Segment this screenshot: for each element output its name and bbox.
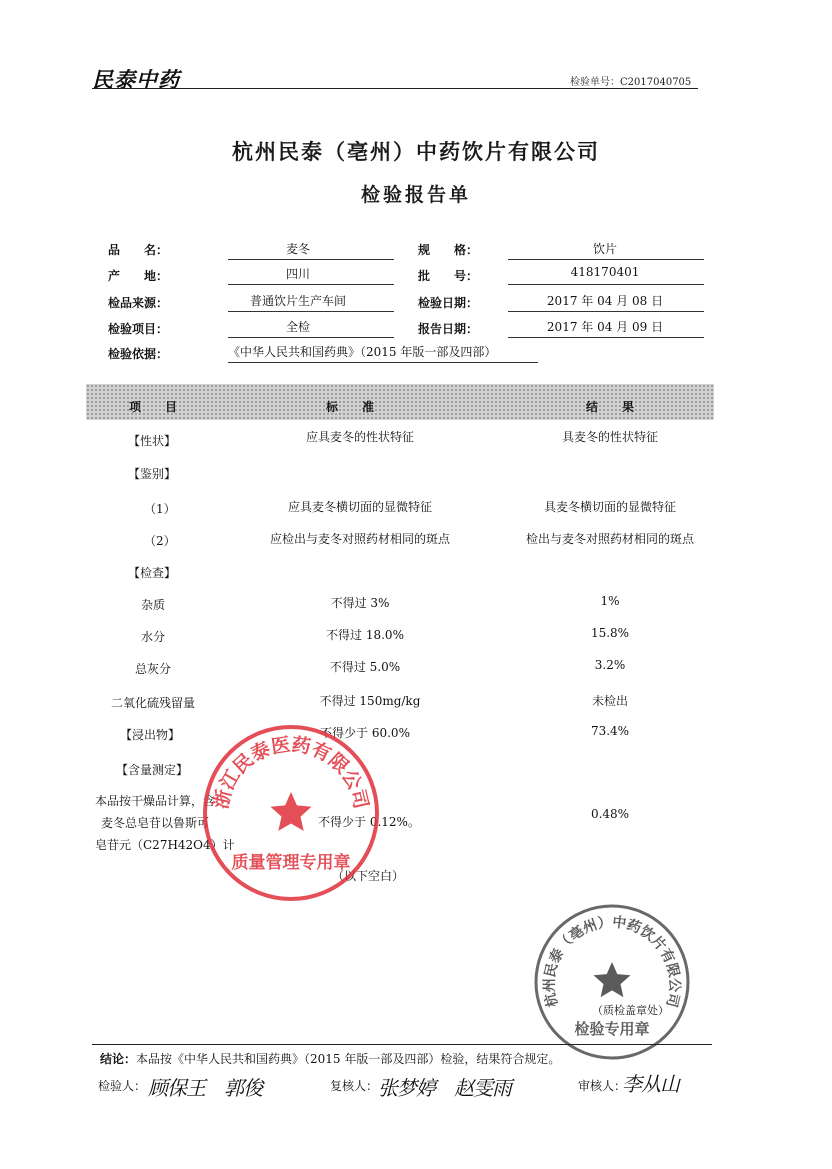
table-row-standard: 不得少于 60.0% <box>320 726 410 740</box>
table-row-result: 检出与麦冬对照药材相同的斑点 <box>525 532 694 546</box>
conclusion-text: 本品按《中华人民共和国药典》（2015 年版一部及四部）检验，结果符合规定。 <box>136 1052 561 1066</box>
star-icon <box>594 962 631 997</box>
table-row-standard: 不得过 5.0% <box>329 660 401 674</box>
company-name: 杭州民泰（亳州）中药饮片有限公司 <box>232 139 600 164</box>
table-row-item: 【含量测定】 <box>116 763 189 777</box>
report-number-value: C2017040705 <box>620 77 692 88</box>
table-row-result: 具麦冬横切面的显微特征 <box>543 500 676 514</box>
underline <box>228 284 394 285</box>
blank-note: （以下空白） <box>332 869 405 883</box>
star-icon <box>271 792 312 831</box>
table-row-result: 未检出 <box>591 694 628 708</box>
inspection-stamp <box>530 900 694 1064</box>
company-logo: 民泰中药 <box>92 67 180 92</box>
test-items-label: 检验项目： <box>108 322 169 336</box>
seal-note: （质检盖章处） <box>592 1004 669 1017</box>
assay-note-line: 麦冬总皂苷以鲁斯可 <box>101 816 210 830</box>
inspector-label: 检验人： <box>98 1079 147 1093</box>
origin-value: 四川 <box>285 267 310 281</box>
report-number-label: 检验单号： <box>570 77 620 88</box>
table-row-item: 【检查】 <box>128 566 177 580</box>
test-date-label: 检验日期： <box>418 296 479 310</box>
conclusion <box>100 1050 560 1067</box>
conclusion-divider <box>92 1044 712 1045</box>
assay-result: 0.48% <box>590 807 630 821</box>
quality-management-stamp <box>200 722 382 904</box>
column-header-result: 结 果 <box>585 400 634 414</box>
table-row-standard: 应检出与麦冬对照药材相同的斑点 <box>269 532 450 546</box>
origin-label: 产 地： <box>108 269 169 283</box>
column-header-standard: 标 准 <box>325 400 374 414</box>
table-row-standard: 不得过 18.0% <box>326 628 404 642</box>
underline <box>508 337 704 338</box>
table-row-standard: 应具麦冬横切面的显微特征 <box>287 500 432 514</box>
reviewer-signature: 张梦婷 赵雯雨 <box>378 1076 511 1100</box>
underline <box>508 311 704 312</box>
spec-value: 饮片 <box>592 242 617 256</box>
stamp-arc-text: 杭州民泰（亳州）中药饮片有限公司 <box>541 914 683 1009</box>
assay-note-line: 本品按干燥品计算，含 <box>95 794 216 808</box>
table-row-item: 【浸出物】 <box>120 728 181 742</box>
product-name-value: 麦冬 <box>285 242 310 256</box>
approver-label: 审核人： <box>578 1079 627 1093</box>
batch-value: 418170401 <box>570 265 640 279</box>
report-date-label: 报告日期： <box>418 322 479 336</box>
table-row-item: 水分 <box>140 630 165 644</box>
table-row-standard: 应具麦冬的性状特征 <box>305 430 414 444</box>
table-row-result: 73.4% <box>590 724 630 738</box>
report-number <box>570 73 691 88</box>
reviewer-label: 复核人： <box>330 1079 379 1093</box>
table-row-result: 15.8% <box>590 626 630 640</box>
assay-standard: 不得少于 0.12%。 <box>318 815 420 829</box>
sample-source-label: 检品来源： <box>108 296 169 310</box>
product-name-label: 品 名： <box>108 243 169 257</box>
table-row-item: 总灰分 <box>134 662 171 676</box>
table-row-result: 1% <box>600 594 620 608</box>
inspector-signature: 顾保王 郭俊 <box>148 1076 262 1100</box>
basis-value: 《中华人民共和国药典》（2015 年版一部及四部） <box>228 345 497 359</box>
underline <box>228 259 394 260</box>
report-date-value: 2017 年 04 月 09 日 <box>546 320 664 334</box>
table-row-standard: 不得过 3% <box>330 596 390 610</box>
underline <box>228 337 394 338</box>
test-items-value: 全检 <box>285 320 310 334</box>
table-row-item: （1） <box>144 502 176 516</box>
basis-label: 检验依据： <box>108 347 169 361</box>
approver-signature: 李从山 <box>622 1072 679 1096</box>
table-row-result: 3.2% <box>594 658 626 672</box>
underline <box>228 362 538 363</box>
table-row-item: 二氧化硫残留量 <box>110 696 195 710</box>
table-row-standard: 不得过 150mg/kg <box>319 694 421 708</box>
test-date-value: 2017 年 04 月 08 日 <box>546 294 664 308</box>
table-row-result: 具麦冬的性状特征 <box>561 430 658 444</box>
assay-note-line: 皂苷元（C27H42O4）计 <box>95 838 235 852</box>
underline <box>228 311 394 312</box>
stamp-arc-text: 浙江民泰医药有限公司 <box>209 733 373 811</box>
underline <box>508 259 704 260</box>
table-row-item: 【性状】 <box>128 434 177 448</box>
table-row-item: 【鉴别】 <box>128 467 177 481</box>
table-row-item: （2） <box>144 534 176 548</box>
stamp-bottom-text: 质量管理专用章 <box>231 853 351 873</box>
batch-label: 批 号： <box>418 269 479 283</box>
underline <box>508 284 704 285</box>
report-title: 检验报告单 <box>360 184 471 206</box>
conclusion-label: 结论： <box>100 1052 137 1066</box>
column-header-item: 项 目 <box>128 400 177 414</box>
table-row-item: 杂质 <box>140 598 165 612</box>
stamp-bottom-text: 检验专用章 <box>574 1020 650 1038</box>
spec-label: 规 格： <box>418 243 479 257</box>
sample-source-value: 普通饮片生产车间 <box>249 294 346 308</box>
header-divider <box>92 88 698 89</box>
